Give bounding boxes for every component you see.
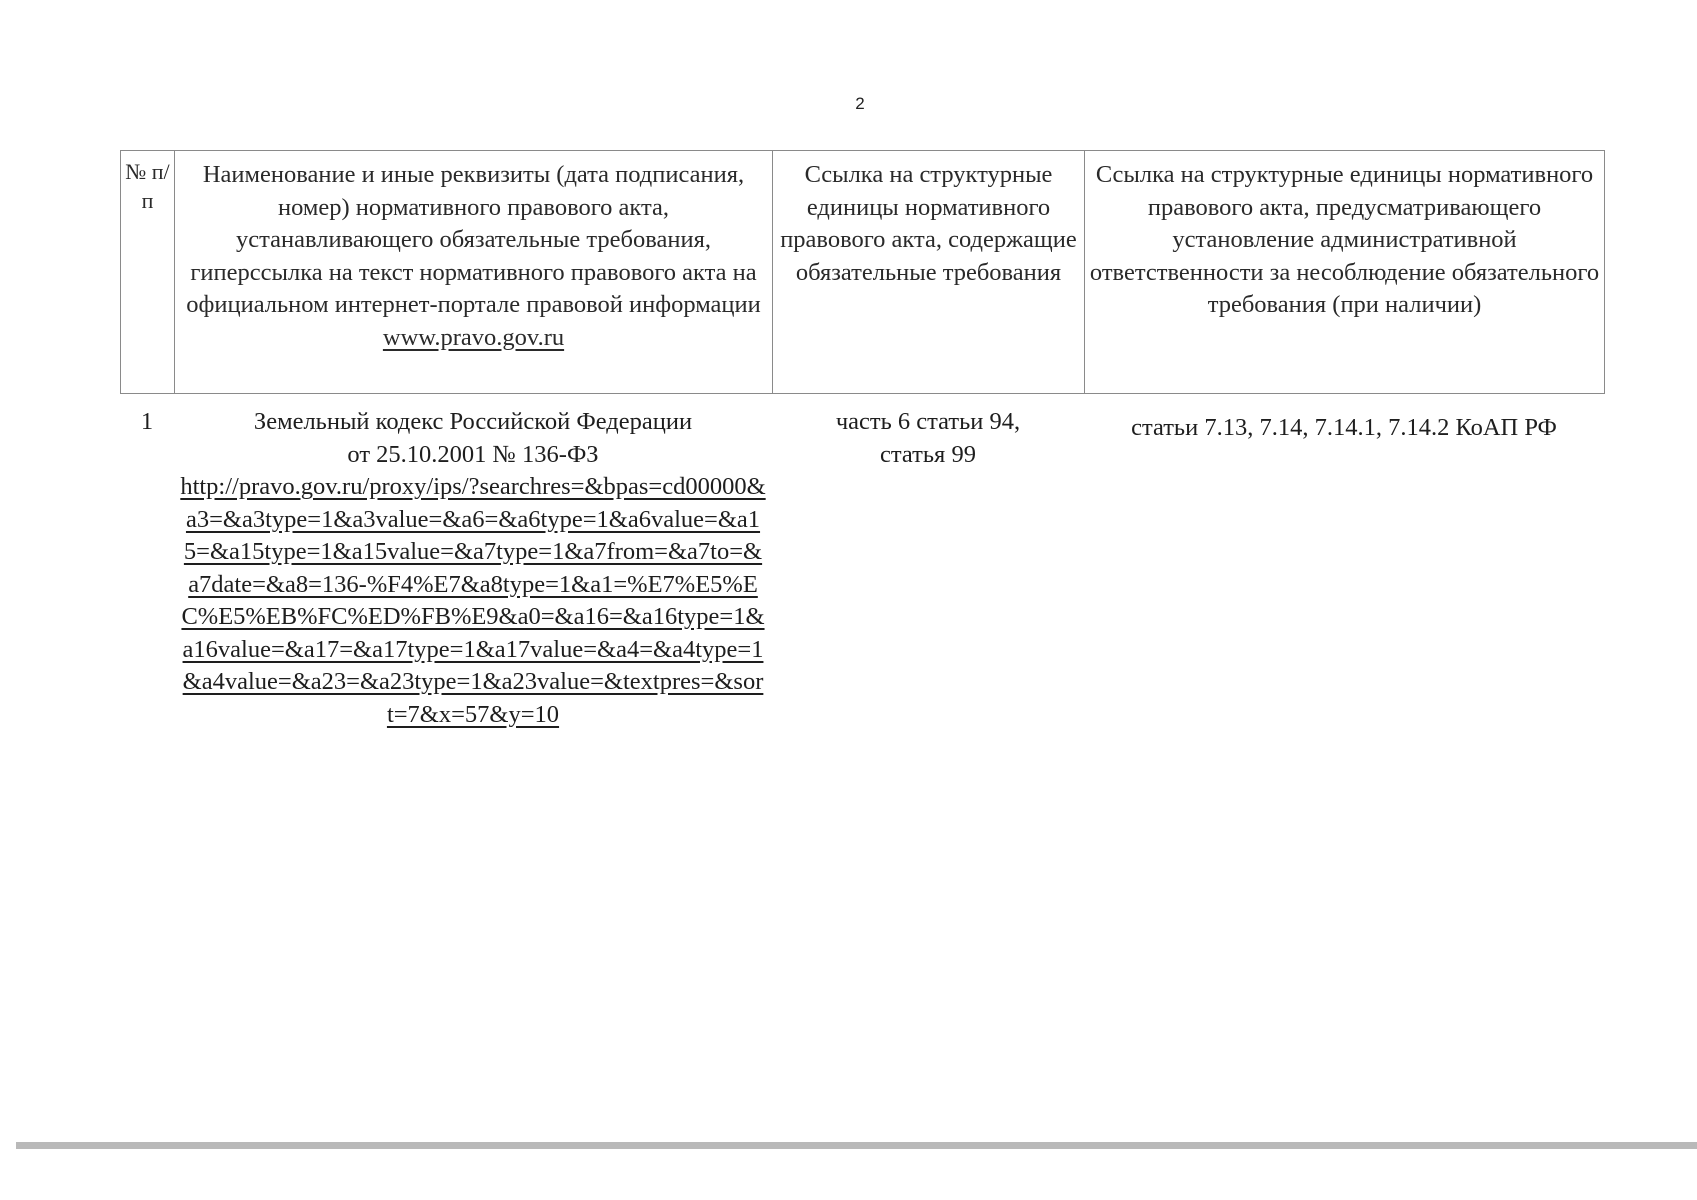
row-num: 1 bbox=[140, 408, 154, 435]
row-act-name bbox=[174, 406, 772, 731]
row-act-date: от 25.10.2001 № 136-ФЗ bbox=[347, 440, 599, 468]
row-act-url-link[interactable]: http://pravo.gov.ru/proxy/ips/?searchres=&bpas=cd00000&a3=&a3type=1&a3value=&a6=&a6type=1&a6value=&a15=&a15type=1&a15value=&a7type=1&a7from=&a7to=&a7date=&a8=136-%F4%E7&a8type=1&a1=%E7%E5%EC%E5%EB%FC%ED%FB%E9&a0=&a16=&a16type=1&a16value=&a17=&a17type=1&a17value=&a4=&a4type=1&a4value=&a23=&a23type=1&a23value=&textpres=&sort=7&x=57&y=10 bbox=[180, 473, 766, 728]
header-administrative-liability: Ссылка на структурные единицы нормативного правового акта, предусматривающего установление административной ответственности за несоблюдение обязательного требования (при наличии) bbox=[1085, 151, 1605, 394]
page-number: 2 bbox=[855, 94, 865, 113]
header-structural-units: Ссылка на структурные единицы нормативного правового акта, содержащие обязательные требования bbox=[773, 151, 1085, 394]
header-act-name-link[interactable]: www.pravo.gov.ru bbox=[382, 323, 565, 351]
header-num: № п/п bbox=[121, 151, 175, 394]
header-act-name-text: Наименование и иные реквизиты (дата подписания, номер) нормативного правового акта, устанавливающего обязательные требования, гиперссылка на текст нормативного правового акта на официальном интернет-портале правовой информации bbox=[186, 161, 761, 318]
row-units-line2: статья 99 bbox=[880, 440, 976, 468]
row-units-line1: часть 6 статьи 94, bbox=[835, 408, 1021, 435]
row-administrative-liability: статьи 7.13, 7.14, 7.14.1, 7.14.2 КоАП РФ bbox=[1131, 414, 1557, 441]
row-act-title: Земельный кодекс Российской Федерации bbox=[253, 408, 693, 435]
scan-edge-divider bbox=[16, 1142, 1697, 1149]
header-row bbox=[121, 151, 1605, 394]
requirements-table-header bbox=[120, 150, 1605, 394]
row-structural-units bbox=[772, 406, 1084, 471]
header-act-name bbox=[175, 151, 773, 394]
